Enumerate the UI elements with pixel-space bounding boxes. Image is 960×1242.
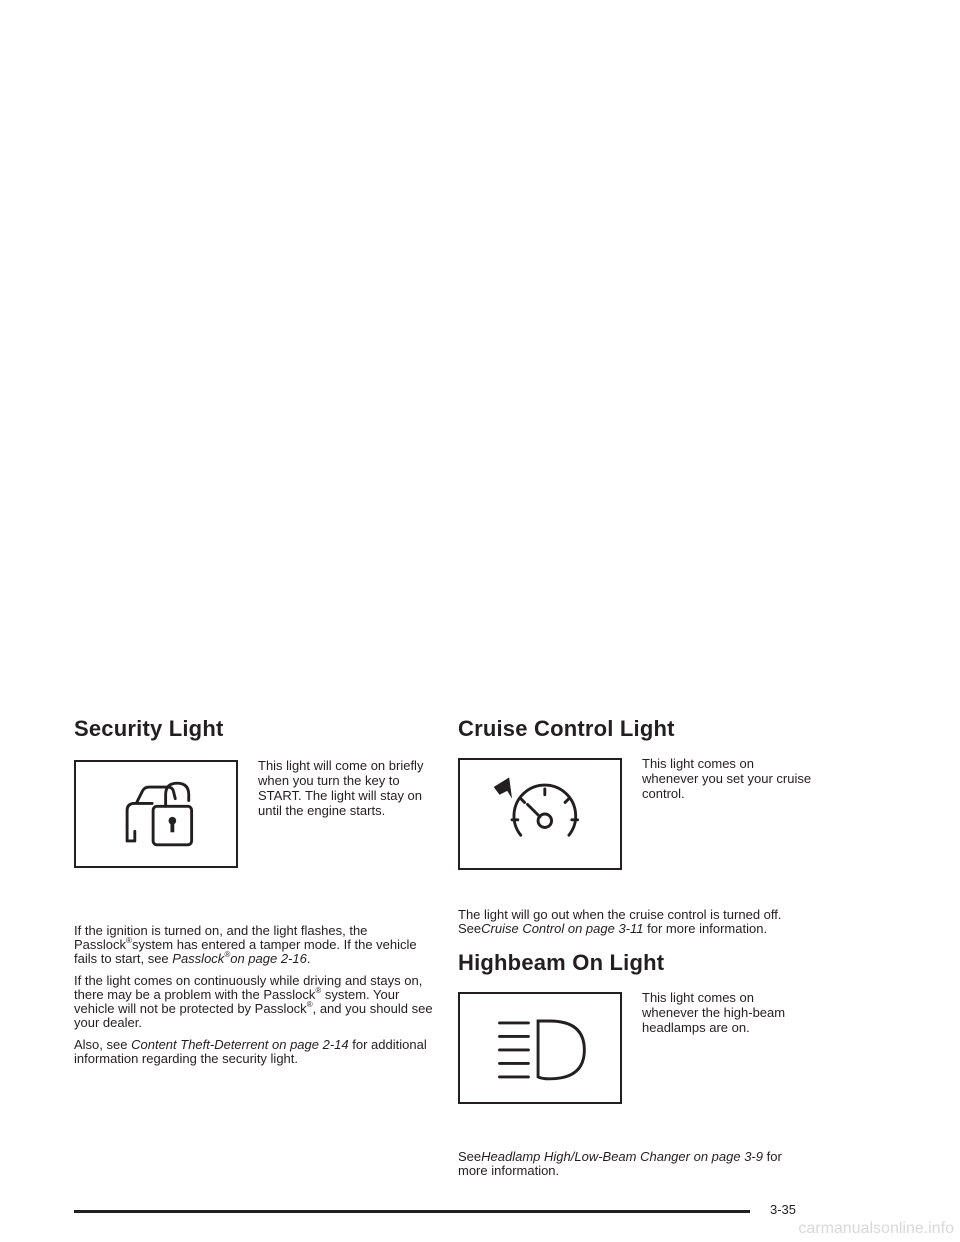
cruise-paragraph-1: The light will go out when the cruise control is turned off. SeeCruise Control on page 3-11 for more information. bbox=[458, 907, 782, 936]
page-number: 3-35 bbox=[770, 1202, 797, 1217]
highbeam-icon bbox=[460, 994, 620, 1102]
security-section bbox=[74, 716, 434, 1074]
cruise-control-light-heading: Cruise Control Light bbox=[458, 716, 675, 741]
cruise-control-link[interactable]: Cruise Control on page 3-11 bbox=[481, 921, 644, 936]
security-paragraph-2: If the light comes on continuously while driving and stays on, there may be a problem with the Passlock® system. Your vehicle will not be protected by Passlock®, and you should see your dealer. bbox=[74, 973, 433, 1030]
highbeam-on-light-heading: Highbeam On Light bbox=[458, 950, 665, 975]
footer-rule bbox=[74, 1210, 750, 1213]
cruise-light-figure bbox=[458, 758, 622, 870]
cruise-figure-text: This light comes on whenever you set your cruise control. bbox=[642, 756, 812, 801]
highbeam-paragraph-1: SeeHeadlamp High/Low-Beam Changer on page 3-9 for more information. bbox=[458, 1149, 782, 1178]
security-lock-icon bbox=[76, 762, 236, 866]
highbeam-figure-text: This light comes on whenever the high-beam headlamps are on. bbox=[642, 990, 786, 1035]
security-light-heading: Security Light bbox=[74, 716, 224, 741]
security-light-figure bbox=[74, 760, 238, 868]
content-theft-link[interactable]: Content Theft-Deterrent on page 2-14 bbox=[131, 1037, 349, 1052]
security-figure-row bbox=[74, 758, 434, 924]
cruise-section bbox=[458, 716, 812, 1186]
headlamp-changer-link[interactable]: Headlamp High/Low-Beam Changer on page 3-9 bbox=[481, 1149, 763, 1164]
security-paragraph-3: Also, see Content Theft-Deterrent on page 2-14 for additional information regarding the security light. bbox=[74, 1037, 427, 1066]
watermark: carmanualsonline.info bbox=[798, 1220, 954, 1237]
passlock-link[interactable]: Passlock®on page 2-16 bbox=[172, 950, 307, 966]
cruise-speedometer-icon bbox=[460, 760, 620, 868]
highbeam-figure-row bbox=[458, 990, 808, 1150]
highbeam-light-figure bbox=[458, 992, 622, 1104]
cruise-figure-row bbox=[458, 756, 812, 908]
security-paragraph-1: If the ignition is turned on, and the light flashes, the Passlock®system has entered a tamper mode. If the vehicle fails to start, see Passlock®on page 2-16. bbox=[74, 923, 417, 966]
security-figure-text: This light will come on briefly when you turn the key to START. The light will stay on until the engine starts. bbox=[258, 758, 424, 818]
